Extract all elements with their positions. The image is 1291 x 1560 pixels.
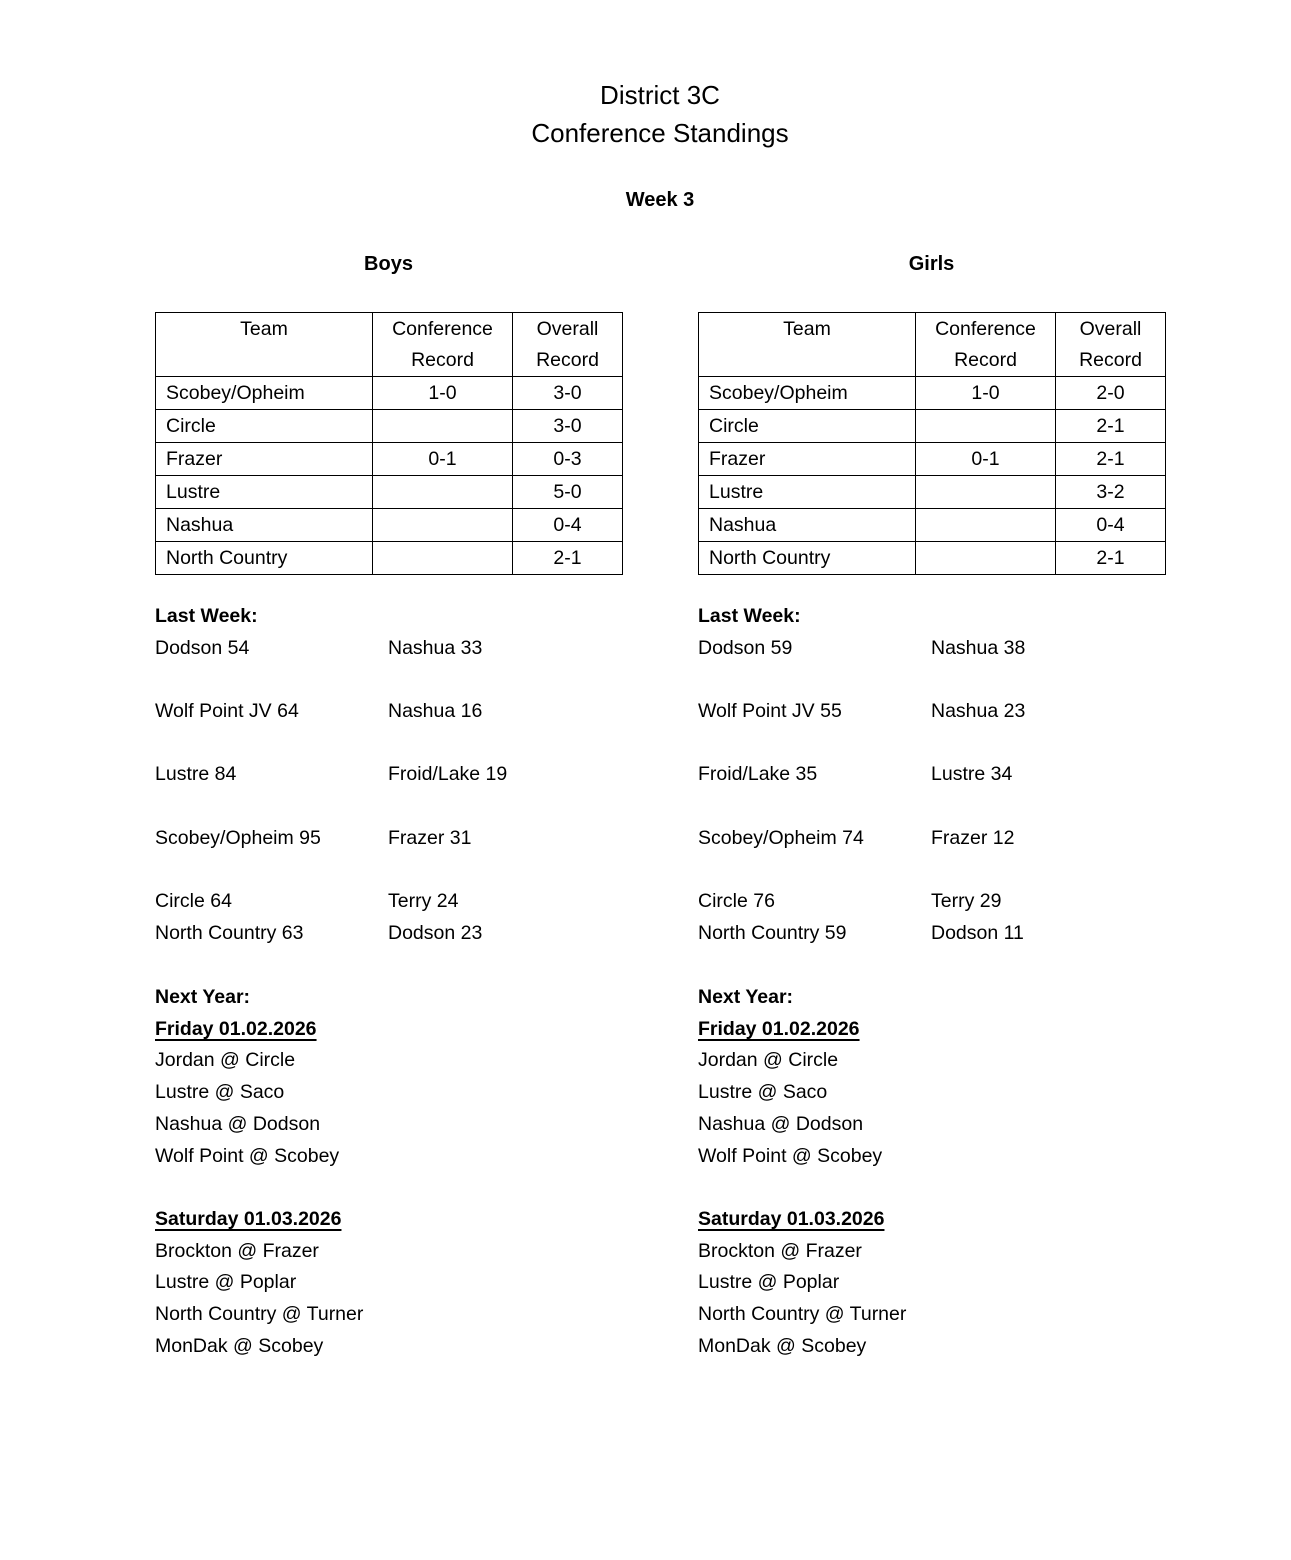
- overall-record-cell: 2-1: [1056, 443, 1166, 476]
- game-score-left: Dodson 54: [155, 636, 250, 659]
- game-score-right: Nashua 23: [931, 700, 1026, 723]
- table-row: [699, 410, 1166, 443]
- game-score-left: Circle 64: [155, 890, 232, 913]
- game-result-line: [698, 696, 1165, 728]
- team-column-header: Team: [156, 313, 373, 377]
- game-score-left: Wolf Point JV 64: [155, 700, 299, 723]
- table-row: [699, 476, 1166, 509]
- conference-record-cell: 0-1: [373, 443, 513, 476]
- schedule-date-saturday: Saturday 01.03.2026: [698, 1207, 885, 1230]
- conference-record-cell: [373, 476, 513, 509]
- girls-standings-table: [698, 312, 1166, 575]
- game-result-line: [698, 759, 1165, 791]
- blank-line: [155, 1172, 622, 1204]
- last-week-label: Last Week:: [698, 605, 801, 627]
- team-name-cell: Circle: [156, 410, 373, 443]
- conference-record-column-header: Conference Record: [916, 313, 1056, 377]
- game-result-line: [155, 696, 622, 728]
- girls-next-year-section: [698, 982, 1165, 1362]
- game-score-right: Terry 24: [388, 890, 459, 913]
- document-header: [29, 76, 1291, 152]
- game-score-left: Scobey/Opheim 95: [155, 826, 321, 849]
- schedule-date-friday: Friday 01.02.2026: [155, 1017, 317, 1040]
- boys-standings-section: [155, 312, 622, 575]
- conference-record-cell: [916, 542, 1056, 575]
- game-result-line: [155, 886, 622, 918]
- table-header-row: [699, 313, 1166, 377]
- overall-record-cell: 2-0: [1056, 377, 1166, 410]
- schedule-game: Nashua @ Dodson: [698, 1112, 864, 1135]
- overall-record-column-header: Overall Record: [1056, 313, 1166, 377]
- overall-record-cell: 0-4: [513, 509, 623, 542]
- schedule-game: Lustre @ Saco: [155, 1081, 285, 1104]
- overall-record-cell: 3-2: [1056, 476, 1166, 509]
- girls-heading: Girls: [908, 253, 955, 275]
- team-name-cell: Lustre: [156, 476, 373, 509]
- table-row: [699, 542, 1166, 575]
- boys-next-year-section: [155, 982, 622, 1362]
- game-result-line: [155, 759, 622, 791]
- game-score-left: Circle 76: [698, 890, 775, 913]
- table-row: [156, 476, 623, 509]
- conference-record-column-header: Conference Record: [373, 313, 513, 377]
- next-year-label: Next Year:: [698, 986, 794, 1008]
- schedule-game: Wolf Point @ Scobey: [698, 1144, 883, 1167]
- conference-record-cell: 1-0: [373, 377, 513, 410]
- team-column-header: Team: [699, 313, 916, 377]
- schedule-date-friday: Friday 01.02.2026: [698, 1017, 860, 1040]
- game-score-right: Nashua 38: [931, 636, 1026, 659]
- team-name-cell: Frazer: [156, 443, 373, 476]
- schedule-date-saturday: Saturday 01.03.2026: [155, 1207, 342, 1230]
- girls-last-week-section: [698, 601, 1165, 950]
- overall-record-cell: 3-0: [513, 410, 623, 443]
- schedule-game: North Country @ Turner: [698, 1303, 907, 1326]
- game-score-right: Froid/Lake 19: [388, 763, 508, 786]
- schedule-game: North Country @ Turner: [155, 1303, 364, 1326]
- team-name-cell: Frazer: [699, 443, 916, 476]
- game-score-right: Lustre 34: [931, 763, 1013, 786]
- table-row: [156, 542, 623, 575]
- overall-record-cell: 0-4: [1056, 509, 1166, 542]
- team-name-cell: North Country: [156, 542, 373, 575]
- schedule-game: Lustre @ Poplar: [698, 1271, 840, 1294]
- team-name-cell: North Country: [699, 542, 916, 575]
- boys-heading: Boys: [364, 253, 413, 275]
- game-score-right: Nashua 16: [388, 700, 483, 723]
- game-score-right: Frazer 12: [931, 826, 1015, 849]
- table-row: [156, 377, 623, 410]
- overall-record-cell: 0-3: [513, 443, 623, 476]
- blank-line: [698, 1172, 1165, 1204]
- game-score-left: Lustre 84: [155, 763, 237, 786]
- schedule-game: Brockton @ Frazer: [698, 1239, 862, 1262]
- schedule-game: Jordan @ Circle: [698, 1049, 839, 1072]
- schedule-game: Brockton @ Frazer: [155, 1239, 319, 1262]
- table-header-row: [156, 313, 623, 377]
- last-week-label: Last Week:: [155, 605, 258, 627]
- conference-record-cell: [916, 476, 1056, 509]
- game-score-right: Dodson 23: [388, 921, 483, 944]
- schedule-game: MonDak @ Scobey: [698, 1334, 867, 1357]
- game-score-right: Frazer 31: [388, 826, 472, 849]
- overall-record-cell: 2-1: [1056, 410, 1166, 443]
- boys-standings-table: [155, 312, 623, 575]
- page-subtitle: Conference Standings: [531, 118, 789, 148]
- table-row: [699, 509, 1166, 542]
- team-name-cell: Scobey/Opheim: [156, 377, 373, 410]
- week-label: Week 3: [625, 189, 695, 211]
- conference-record-cell: [916, 410, 1056, 443]
- game-result-line: [155, 823, 622, 855]
- schedule-game: Lustre @ Poplar: [155, 1271, 297, 1294]
- team-name-cell: Scobey/Opheim: [699, 377, 916, 410]
- conference-record-cell: 1-0: [916, 377, 1056, 410]
- conference-record-cell: [373, 410, 513, 443]
- schedule-game: Lustre @ Saco: [698, 1081, 828, 1104]
- game-score-left: Dodson 59: [698, 636, 793, 659]
- game-score-left: North Country 63: [155, 921, 304, 944]
- game-score-left: Scobey/Opheim 74: [698, 826, 864, 849]
- game-score-right: Dodson 11: [931, 921, 1024, 944]
- team-name-cell: Lustre: [699, 476, 916, 509]
- overall-record-cell: 2-1: [513, 542, 623, 575]
- schedule-game: MonDak @ Scobey: [155, 1334, 324, 1357]
- conference-record-cell: [916, 509, 1056, 542]
- overall-record-cell: 3-0: [513, 377, 623, 410]
- team-name-cell: Nashua: [699, 509, 916, 542]
- schedule-game: Nashua @ Dodson: [155, 1112, 321, 1135]
- schedule-game: Jordan @ Circle: [155, 1049, 296, 1072]
- game-score-right: Nashua 33: [388, 636, 483, 659]
- game-result-line: [698, 918, 1165, 950]
- overall-record-cell: 2-1: [1056, 542, 1166, 575]
- page-title: District 3C: [600, 80, 720, 110]
- schedule-game: Wolf Point @ Scobey: [155, 1144, 340, 1167]
- game-result-line: [698, 823, 1165, 855]
- team-name-cell: Circle: [699, 410, 916, 443]
- game-result-line: [155, 633, 622, 665]
- next-year-label: Next Year:: [155, 986, 251, 1008]
- conference-record-cell: 0-1: [916, 443, 1056, 476]
- overall-record-cell: 5-0: [513, 476, 623, 509]
- team-name-cell: Nashua: [156, 509, 373, 542]
- game-score-left: North Country 59: [698, 921, 847, 944]
- table-row: [699, 377, 1166, 410]
- conference-record-cell: [373, 542, 513, 575]
- game-score-left: Froid/Lake 35: [698, 763, 818, 786]
- girls-standings-section: [698, 312, 1165, 575]
- game-score-right: Terry 29: [931, 890, 1002, 913]
- table-row: [699, 443, 1166, 476]
- game-score-left: Wolf Point JV 55: [698, 700, 842, 723]
- game-result-line: [698, 633, 1165, 665]
- table-row: [156, 443, 623, 476]
- game-result-line: [698, 886, 1165, 918]
- boys-last-week-section: [155, 601, 622, 950]
- conference-record-cell: [373, 509, 513, 542]
- table-row: [156, 509, 623, 542]
- table-row: [156, 410, 623, 443]
- overall-record-column-header: Overall Record: [513, 313, 623, 377]
- game-result-line: [155, 918, 622, 950]
